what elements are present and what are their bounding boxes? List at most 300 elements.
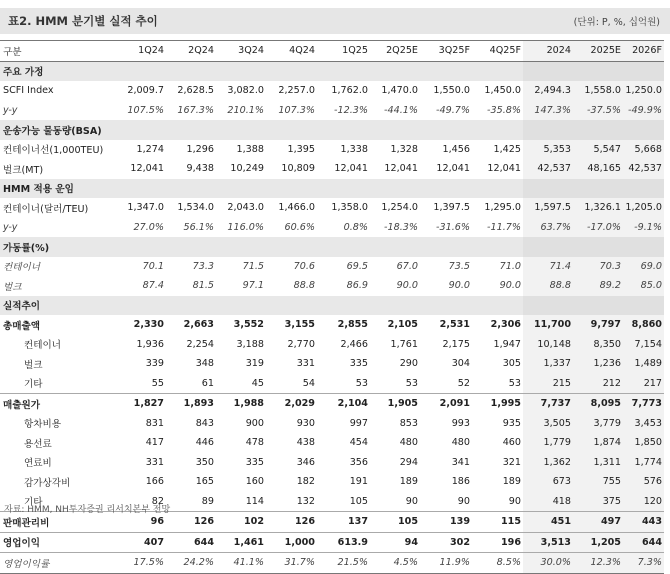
table-cell: 407 [118,532,166,553]
table-cell [317,296,370,316]
table-cell: 53 [355,377,368,389]
table-cell: 2,628.5 [177,85,214,97]
row-label: 가동률(%) [0,237,118,257]
table-cell [266,61,317,81]
table-cell [472,296,523,316]
table-cell: 331 [145,456,164,468]
table-cell: 1,779 [523,433,573,453]
column-header: 4Q24 [289,45,315,57]
table-cell [216,237,266,257]
table-body [0,61,664,573]
table-cell: 24.2% [166,553,216,574]
table-row [0,81,664,101]
table-cell: 10,809 [281,163,315,175]
table-cell [166,296,216,316]
row-label: y-y [3,104,18,116]
table-cell [420,296,472,316]
table-cell: 115 [472,512,523,533]
table-row [0,394,664,414]
table-cell: 1,311 [573,453,623,473]
table-cell: 41.1% [216,553,266,574]
table-cell: 1,236 [573,354,623,374]
table-cell: 147.3% [523,101,573,121]
table-cell [266,179,317,199]
table-cell: 348 [195,358,214,370]
table-cell: 1,762.0 [331,85,368,97]
table-row [0,276,664,296]
table-cell [623,61,664,81]
row-label: 운송가능 물동량(BSA) [0,120,118,140]
table-cell: 27.0% [133,221,164,233]
row-label: 매출원가 [0,394,118,414]
table-cell: 1,326.1 [573,198,623,218]
row-label: 벌크(MT) [3,164,44,176]
table-cell: 1,395 [287,143,315,155]
table-cell: 3,513 [523,532,573,553]
table-row [0,257,664,277]
table-cell: 73.3 [192,260,214,272]
section-row [0,296,664,316]
table-cell: 52 [457,377,470,389]
table-cell: 1,328 [390,143,418,155]
table-cell [166,61,216,81]
table-cell [166,179,216,199]
table-cell: -49.7% [436,104,470,116]
table-cell: 930 [296,417,315,429]
table-cell [266,120,317,140]
row-label: 주요 가정 [0,61,118,81]
table-cell: 10,148 [523,335,573,355]
table-cell: 644 [623,532,664,553]
table-cell [317,237,370,257]
row-label: SCFI Index [3,85,54,97]
table-cell: 2,306 [490,319,521,331]
table-cell: 1,205.0 [623,198,664,218]
table-cell: -49.9% [623,101,664,121]
table-cell: 67.0 [396,260,418,272]
table-cell: 126 [266,512,317,533]
column-header: 3Q25F [438,45,470,57]
table-cell: 48,165 [573,159,623,179]
table-cell [623,237,664,257]
table-cell: 1,000 [266,532,317,553]
table-cell: 644 [166,532,216,553]
table-cell: 576 [623,472,664,492]
table-title: 표2. HMM 분기별 실적 추이 [8,14,158,28]
table-cell: 1,597.5 [523,198,573,218]
table-cell: 105 [349,495,368,507]
table-row [0,414,664,434]
table-cell: 90.0 [396,280,418,292]
table-cell: 7,154 [623,335,664,355]
table-cell: -44.1% [384,104,418,116]
table-cell: 613.9 [317,532,370,553]
table-cell: 2,254 [186,338,214,350]
table-cell: 94 [370,532,420,553]
table-cell: 105 [370,512,420,533]
table-cell: 319 [245,358,264,370]
table-cell: 86.9 [346,280,368,292]
table-cell [523,237,573,257]
table-cell: 1,337 [523,354,573,374]
table-cell: 12,041 [487,163,521,175]
row-label: 기타 [24,497,43,509]
table-cell: 70.1 [142,260,164,272]
table-cell: 54 [302,377,315,389]
row-label: 연료비 [24,458,52,470]
table-cell: 8,095 [573,394,623,414]
table-cell [523,179,573,199]
table-cell: 1,450.0 [484,85,521,97]
table-cell: 4.5% [370,553,420,574]
row-label: 컨테이너 [3,262,41,274]
table-cell: 2,043.0 [227,202,264,214]
table-cell: 17.5% [118,553,166,574]
table-cell: 73.5 [448,260,470,272]
table-cell: -12.3% [334,104,368,116]
row-label: 기타 [24,379,43,391]
table-cell: 341 [451,456,470,468]
row-label: 컨테이너(달러/TEU) [3,203,89,215]
header-row [0,41,664,62]
table-cell: 673 [523,472,573,492]
table-cell: 2,091 [420,394,472,414]
table-cell: 70.3 [573,257,623,277]
table-cell: 42,537 [523,159,573,179]
table-cell [523,120,573,140]
table-cell: 1,338 [340,143,368,155]
table-cell: 90 [457,495,470,507]
table-cell: 107.5% [127,104,164,116]
table-cell [472,61,523,81]
table-cell: 96 [118,512,166,533]
table-cell: 3,082.0 [227,85,264,97]
table-cell: 71.0 [499,260,521,272]
table-cell: 7,773 [623,394,664,414]
table-cell: 480 [399,437,418,449]
table-cell: 460 [502,437,521,449]
table-row [0,472,664,492]
table-cell [472,237,523,257]
table-cell: 1,250.0 [623,81,664,101]
table-cell [266,296,317,316]
table-cell: 82 [151,495,164,507]
table-cell: 1,466.0 [278,202,315,214]
table-cell: 1,388 [236,143,264,155]
table-cell: 935 [502,417,521,429]
table-cell: 5,547 [573,140,623,160]
table-cell: 294 [399,456,418,468]
table-cell: 1,254.0 [381,202,418,214]
table-cell: 417 [145,437,164,449]
table-cell: 1,456 [442,143,470,155]
table-cell: 3,505 [523,414,573,434]
row-label: 용선료 [24,438,52,450]
table-cell [370,179,420,199]
table-cell: 2,029 [266,394,317,414]
table-cell: 165 [195,476,214,488]
table-cell [118,237,166,257]
row-label: 항차비용 [24,419,62,431]
column-header: 4Q25F [489,45,521,57]
table-cell: 116.0% [227,221,264,233]
row-label: 실적추이 [0,296,118,316]
earnings-table [0,40,664,574]
table-cell: 107.3% [278,104,315,116]
table-row [0,335,664,355]
table-cell [166,237,216,257]
table-cell: 56.1% [183,221,214,233]
table-cell: 137 [317,512,370,533]
table-cell [623,120,664,140]
table-cell [523,61,573,81]
table-row [0,198,664,218]
table-cell: 189 [399,476,418,488]
table-cell: 438 [296,437,315,449]
table-cell: 87.4 [142,280,164,292]
table-cell: 215 [523,374,573,394]
table-cell: 1,936 [136,338,164,350]
table-cell: 12.3% [573,553,623,574]
table-cell: 290 [399,358,418,370]
table-cell: 8,860 [623,315,664,335]
table-cell: 12,041 [130,163,164,175]
row-label: 벌크 [3,281,22,293]
table-cell: 90 [508,495,521,507]
table-cell: 497 [573,512,623,533]
table-cell: 375 [573,492,623,512]
row-label: 감가상각비 [24,477,71,489]
table-cell: 451 [523,512,573,533]
table-cell [216,61,266,81]
table-cell: 114 [245,495,264,507]
table-cell: 212 [573,374,623,394]
row-label: 총매출액 [3,320,41,332]
table-cell: 166 [145,476,164,488]
table-cell: 3,552 [233,319,264,331]
table-cell [118,61,166,81]
column-header: 2024 [523,41,573,62]
row-label: HMM 적용 운임 [0,179,118,199]
row-label: 컨테이너선(1,000TEU) [3,145,104,157]
table-cell: 346 [296,456,315,468]
table-cell: 1,461 [216,532,266,553]
table-cell: 90 [405,495,418,507]
table-cell: 88.8 [293,280,315,292]
table-cell: 8,350 [573,335,623,355]
row-label: 영업이익률 [0,553,118,574]
table-cell [370,237,420,257]
table-cell: 88.8 [523,276,573,296]
table-cell: 30.0% [523,553,573,574]
table-cell [420,120,472,140]
table-cell [118,179,166,199]
table-cell [317,61,370,81]
table-cell [216,296,266,316]
table-cell: 7.3% [623,553,664,574]
table-cell [420,237,472,257]
table-row [0,374,664,394]
table-cell: 11,700 [523,315,573,335]
table-cell: 350 [195,456,214,468]
table-cell: 1,827 [118,394,166,414]
section-row [0,179,664,199]
table-cell: 21.5% [317,553,370,574]
table-cell [573,296,623,316]
table-cell: 1,850 [623,433,664,453]
row-label: 벌크 [24,359,43,371]
table-cell: 5,353 [523,140,573,160]
table-cell: 1,425 [493,143,521,155]
table-cell [370,61,420,81]
table-cell: 2,663 [183,319,214,331]
table-cell [370,120,420,140]
row-label: 영업이익 [0,532,118,553]
table-cell: 186 [451,476,470,488]
table-cell: 0.8% [343,221,368,233]
table-cell [573,120,623,140]
table-cell: 478 [245,437,264,449]
table-cell: 755 [573,472,623,492]
table-cell [623,179,664,199]
column-header: 3Q24 [238,45,264,57]
table-cell: 2,855 [337,319,368,331]
table-cell: 305 [502,358,521,370]
table-cell: 2,531 [439,319,470,331]
table-cell [370,296,420,316]
section-row [0,120,664,140]
table-cell: 12,041 [436,163,470,175]
table-cell: 12,041 [384,163,418,175]
table-cell: 335 [349,358,368,370]
table-cell [317,179,370,199]
table-cell: 335 [245,456,264,468]
table-cell: 9,797 [573,315,623,335]
table-row [0,315,664,335]
table-cell: 1,761 [390,338,418,350]
table-cell [266,237,317,257]
table-cell: 1,358.0 [331,202,368,214]
table-cell: 843 [195,417,214,429]
table-cell: 997 [349,417,368,429]
table-cell: 1,347.0 [127,202,164,214]
column-header: 2026F [623,41,664,62]
title-bar [0,8,670,34]
table-cell [472,179,523,199]
table-cell: 89.2 [573,276,623,296]
table-row [0,140,664,160]
table-cell: 85.0 [623,276,664,296]
table-row [0,218,664,238]
table-cell: -17.0% [573,218,623,238]
table-cell: 63.7% [523,218,573,238]
table-cell: 1,558.0 [573,81,623,101]
table-cell: 71.4 [523,257,573,277]
row-label: 판매관리비 [0,512,118,533]
table-cell [573,179,623,199]
table-cell: 1,874 [573,433,623,453]
table-cell: -37.5% [573,101,623,121]
table-cell: 31.7% [266,553,317,574]
table-cell: 97.1 [242,280,264,292]
table-cell: 69.0 [623,257,664,277]
table-cell [216,120,266,140]
table-cell: 3,779 [573,414,623,434]
table-row [0,433,664,453]
table-cell: 2,770 [287,338,315,350]
table-row [0,453,664,473]
section-row [0,237,664,257]
table-cell: -31.6% [436,221,470,233]
table-cell: 2,105 [387,319,418,331]
table-cell: 302 [420,532,472,553]
table-row [0,101,664,121]
table-cell: 53 [405,377,418,389]
table-cell: 1,295.0 [484,202,521,214]
table-cell [317,120,370,140]
column-header: 2025E [573,41,623,62]
table-cell: 90.0 [499,280,521,292]
table-cell: 339 [145,358,164,370]
table-cell: 321 [502,456,521,468]
table-cell: 182 [296,476,315,488]
table-cell: 900 [245,417,264,429]
table-cell: 189 [502,476,521,488]
table-cell: 12,041 [334,163,368,175]
table-cell: -11.7% [487,221,521,233]
table-cell: 356 [349,456,368,468]
column-header: 2Q24 [188,45,214,57]
table-cell: 69.5 [346,260,368,272]
table-cell [573,61,623,81]
row-label: 컨테이너 [24,340,62,352]
table-cell: 1,947 [493,338,521,350]
table-cell [573,237,623,257]
table-cell: 1,470.0 [381,85,418,97]
table-cell: 132 [296,495,315,507]
table-row [0,553,664,574]
table-cell [166,120,216,140]
table-cell: 2,330 [133,319,164,331]
table-cell: 71.5 [242,260,264,272]
table-cell: 60.6% [284,221,315,233]
row-label: y-y [3,221,18,233]
table-cell: 102 [216,512,266,533]
table-cell: 1,274 [136,143,164,155]
column-header-label: 구분 [3,46,22,58]
table-cell: 446 [195,437,214,449]
table-cell: 2,466 [340,338,368,350]
table-cell: 1,550.0 [433,85,470,97]
table-cell [420,179,472,199]
table-cell: 8.5% [472,553,523,574]
table-row [0,532,664,553]
table-cell: 2,175 [442,338,470,350]
table-cell: 454 [349,437,368,449]
table-cell: 3,188 [236,338,264,350]
table-cell: 139 [420,512,472,533]
table-cell: 1,534.0 [177,202,214,214]
table-cell: 1,489 [623,354,664,374]
table-cell: 7,737 [523,394,573,414]
table-cell: 81.5 [192,280,214,292]
table-cell [623,296,664,316]
section-row [0,61,664,81]
table-cell: 331 [296,358,315,370]
table-cell: 2,257.0 [278,85,315,97]
table-cell: 3,155 [284,319,315,331]
table-cell: 304 [451,358,470,370]
